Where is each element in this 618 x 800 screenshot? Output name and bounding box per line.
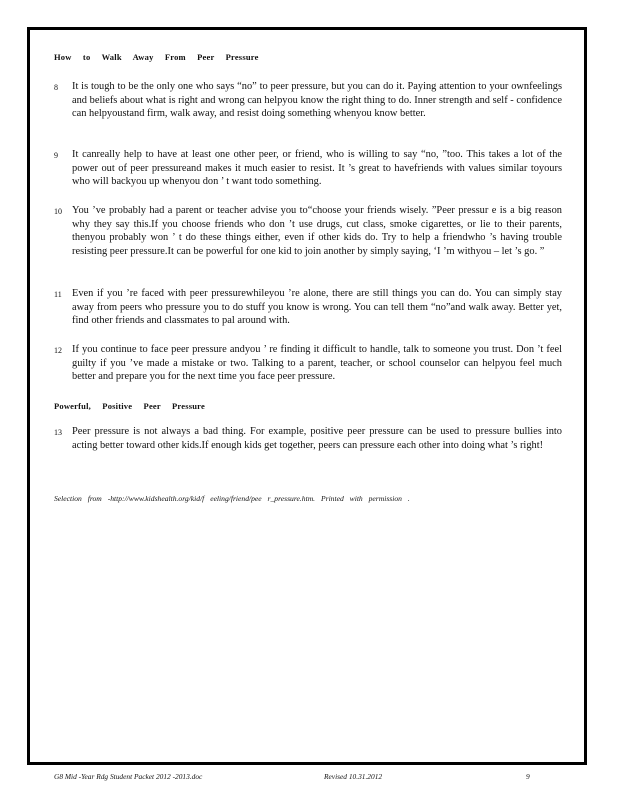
source-citation: Selection from -http://www.kidshealth.org/kid/f eeling/friend/pee r_pressure.htm. Printed with permission . [54,494,410,503]
paragraph-12 [54,343,562,384]
paragraph-8 [54,80,562,121]
footer-revised-date: Revised 10.31.2012 [324,772,383,781]
footer-page-number: 9 [526,772,530,781]
paragraph-text: Even if you ’re faced with peer pressurewhileyou ’re alone, there are still things you can do. You can simply stay away from peers who pressure you to do stuff you know is wrong. You can tell them “no”and walk away. Better yet, find other friends and classmates to pal around with. [72,288,562,327]
paragraph-number: 11 [54,290,62,299]
section-heading-positive-pressure: Powerful, Positive Peer Pressure [54,401,205,411]
paragraph-9 [54,148,562,189]
paragraph-text: Peer pressure is not always a bad thing. For example, positive peer pressure can be used to pressure bullies into acting better toward other kids.If enough kids get together, peers can pressure each other into doing what ’s right! [72,426,562,451]
paragraph-13 [54,425,562,452]
paragraph-number: 9 [54,151,58,160]
paragraph-text: It is tough to be the only one who says “no” to peer pressure, but you can do it. Paying attention to your ownfeelings and beliefs about what is right and wrong can helpyou know the right thing to do. Inner strength and self - confidence can helpyoustand firm, walk away, and resist doing something whenyou know better. [72,81,562,120]
paragraph-number: 13 [54,428,62,437]
paragraph-text: You ’ve probably had a parent or teacher advise you to“choose your friends wisely. ”Peer pressur e is a big reason why they say this.If you choose friends who don ’t use drugs, cut class, smoke cigarettes, or lie to their parents, thenyou probably won ’ t do these things either, even if other kids do. Try to help a friendwho ’s having trouble resisting peer pressure.It can be powerful for one kid to join another by simply saying, ‘I ’m withyou – let ’s go. ” [72,205,562,257]
page-border [27,27,587,765]
paragraph-11 [54,287,562,328]
section-heading-walk-away: How to Walk Away From Peer Pressure [54,52,259,62]
footer-filename: G8 Mid -Year Rdg Student Packet 2012 -2013.doc [54,772,203,781]
paragraph-text: It canreally help to have at least one other peer, or friend, who is willing to say “no, ”too. This takes a lot of the power out of peer pressureand makes it much easier to resist. It ’s great to havefriends with values similar toyours who will backyou up whenyou don ’ t want todo something. [72,149,562,188]
paragraph-number: 8 [54,83,58,92]
paragraph-number: 12 [54,346,62,355]
paragraph-number: 10 [54,207,62,216]
paragraph-text: If you continue to face peer pressure andyou ’ re finding it difficult to handle, talk to someone you trust. Don ’t feel guilty if you ’ve made a mistake or two. Talking to a parent, teacher, or school counselor can helpyou feel much better and prepare you for the next time you face peer pressure. [72,344,562,383]
paragraph-10 [54,204,562,258]
